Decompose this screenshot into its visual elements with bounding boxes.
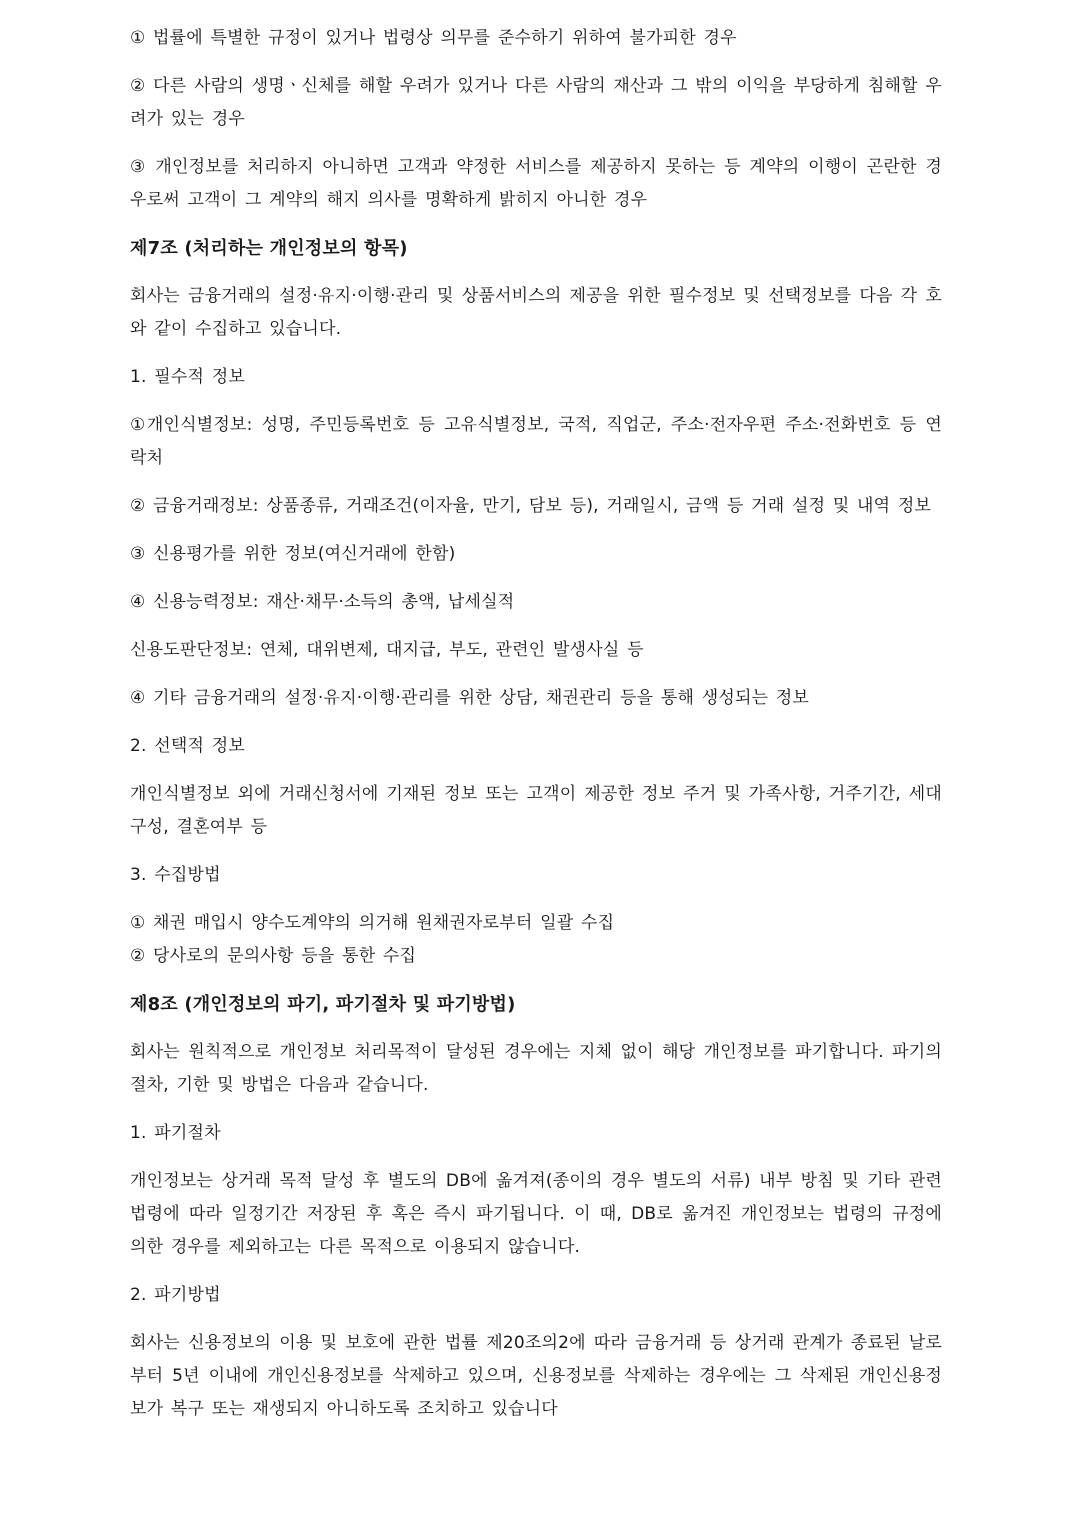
- destruction-method-text: 회사는 신용정보의 이용 및 보호에 관한 법률 제20조의2에 따라 금융거래 등 상거래 관계가 종료된 날로부터 5년 이내에 개인신용정보를 삭제하고 있으며, 신용정보를 삭제하는 경우에는 그 삭제된 개인신용정보가 복구 또는 재생되지 아니하도록 조치하고 있습니다: [130, 1333, 942, 1419]
- required-info-item-4: ④ 신용능력정보: 재산·채무·소득의 총액, 납세실적: [130, 592, 515, 612]
- collection-method-heading: 3. 수집방법: [130, 865, 221, 885]
- collection-method-item-2: ② 당사로의 문의사항 등을 통한 수집: [130, 946, 417, 966]
- optional-info-heading: 2. 선택적 정보: [130, 736, 245, 756]
- destruction-procedure-text: 개인정보는 상거래 목적 달성 후 별도의 DB에 옮겨져(종이의 경우 별도의 서류) 내부 방침 및 기타 관련 법령에 따라 일정기간 저장된 후 혹은 즉시 파기됩니다. 이 때, DB로 옮겨진 개인정보는 법령의 규정에 의한 경우를 제외하고는 다른 목적으로 이용되지 않습니다.: [130, 1171, 942, 1257]
- article-8-intro: 회사는 원칙적으로 개인정보 처리목적이 달성된 경우에는 지체 없이 해당 개인정보를 파기합니다. 파기의 절차, 기한 및 방법은 다음과 같습니다.: [130, 1042, 942, 1095]
- required-info-heading: 1. 필수적 정보: [130, 367, 245, 387]
- required-info-item-2: ② 금융거래정보: 상품종류, 거래조건(이자율, 만기, 담보 등), 거래일시, 금액 등 거래 설정 및 내역 정보: [130, 496, 932, 516]
- required-info-credit-judgement: 신용도판단정보: 연체, 대위변제, 대지급, 부도, 관련인 발생사실 등: [130, 640, 644, 660]
- article-7-heading: 제7조 (처리하는 개인정보의 항목): [130, 238, 408, 259]
- destruction-procedure-heading: 1. 파기절차: [130, 1123, 221, 1143]
- optional-info-text: 개인식별정보 외에 거래신청서에 기재된 정보 또는 고객이 제공한 정보 주거 및 가족사항, 거주기간, 세대구성, 결혼여부 등: [130, 784, 942, 837]
- destruction-method-heading: 2. 파기방법: [130, 1285, 221, 1305]
- required-info-item-5: ④ 기타 금융거래의 설정·유지·이행·관리를 위한 상담, 채권관리 등을 통해 생성되는 정보: [130, 688, 810, 708]
- clause-item-1: ① 법률에 특별한 규정이 있거나 법령상 의무를 준수하기 위하여 불가피한 경우: [130, 28, 737, 48]
- clause-item-3: ③ 개인정보를 처리하지 아니하면 고객과 약정한 서비스를 제공하지 못하는 등 계약의 이행이 곤란한 경우로써 고객이 그 계약의 해지 의사를 명확하게 밝히지 아니한 경우: [130, 157, 942, 210]
- article-8-heading: 제8조 (개인정보의 파기, 파기절차 및 파기방법): [130, 994, 516, 1015]
- article-7-intro: 회사는 금융거래의 설정·유지·이행·관리 및 상품서비스의 제공을 위한 필수정보 및 선택정보를 다음 각 호와 같이 수집하고 있습니다.: [130, 286, 942, 339]
- document-page: [130, 22, 942, 1441]
- required-info-item-3: ③ 신용평가를 위한 정보(여신거래에 한함): [130, 544, 456, 564]
- required-info-item-1: ①개인식별정보: 성명, 주민등록번호 등 고유식별정보, 국적, 직업군, 주소·전자우편 주소·전화번호 등 연락처: [130, 415, 942, 468]
- collection-method-item-1: ① 채권 매입시 양수도계약의 의거해 원채권자로부터 일괄 수집: [130, 913, 615, 933]
- clause-item-2: ② 다른 사람의 생명ㆍ신체를 해할 우려가 있거나 다른 사람의 재산과 그 밖의 이익을 부당하게 침해할 우려가 있는 경우: [130, 76, 942, 129]
